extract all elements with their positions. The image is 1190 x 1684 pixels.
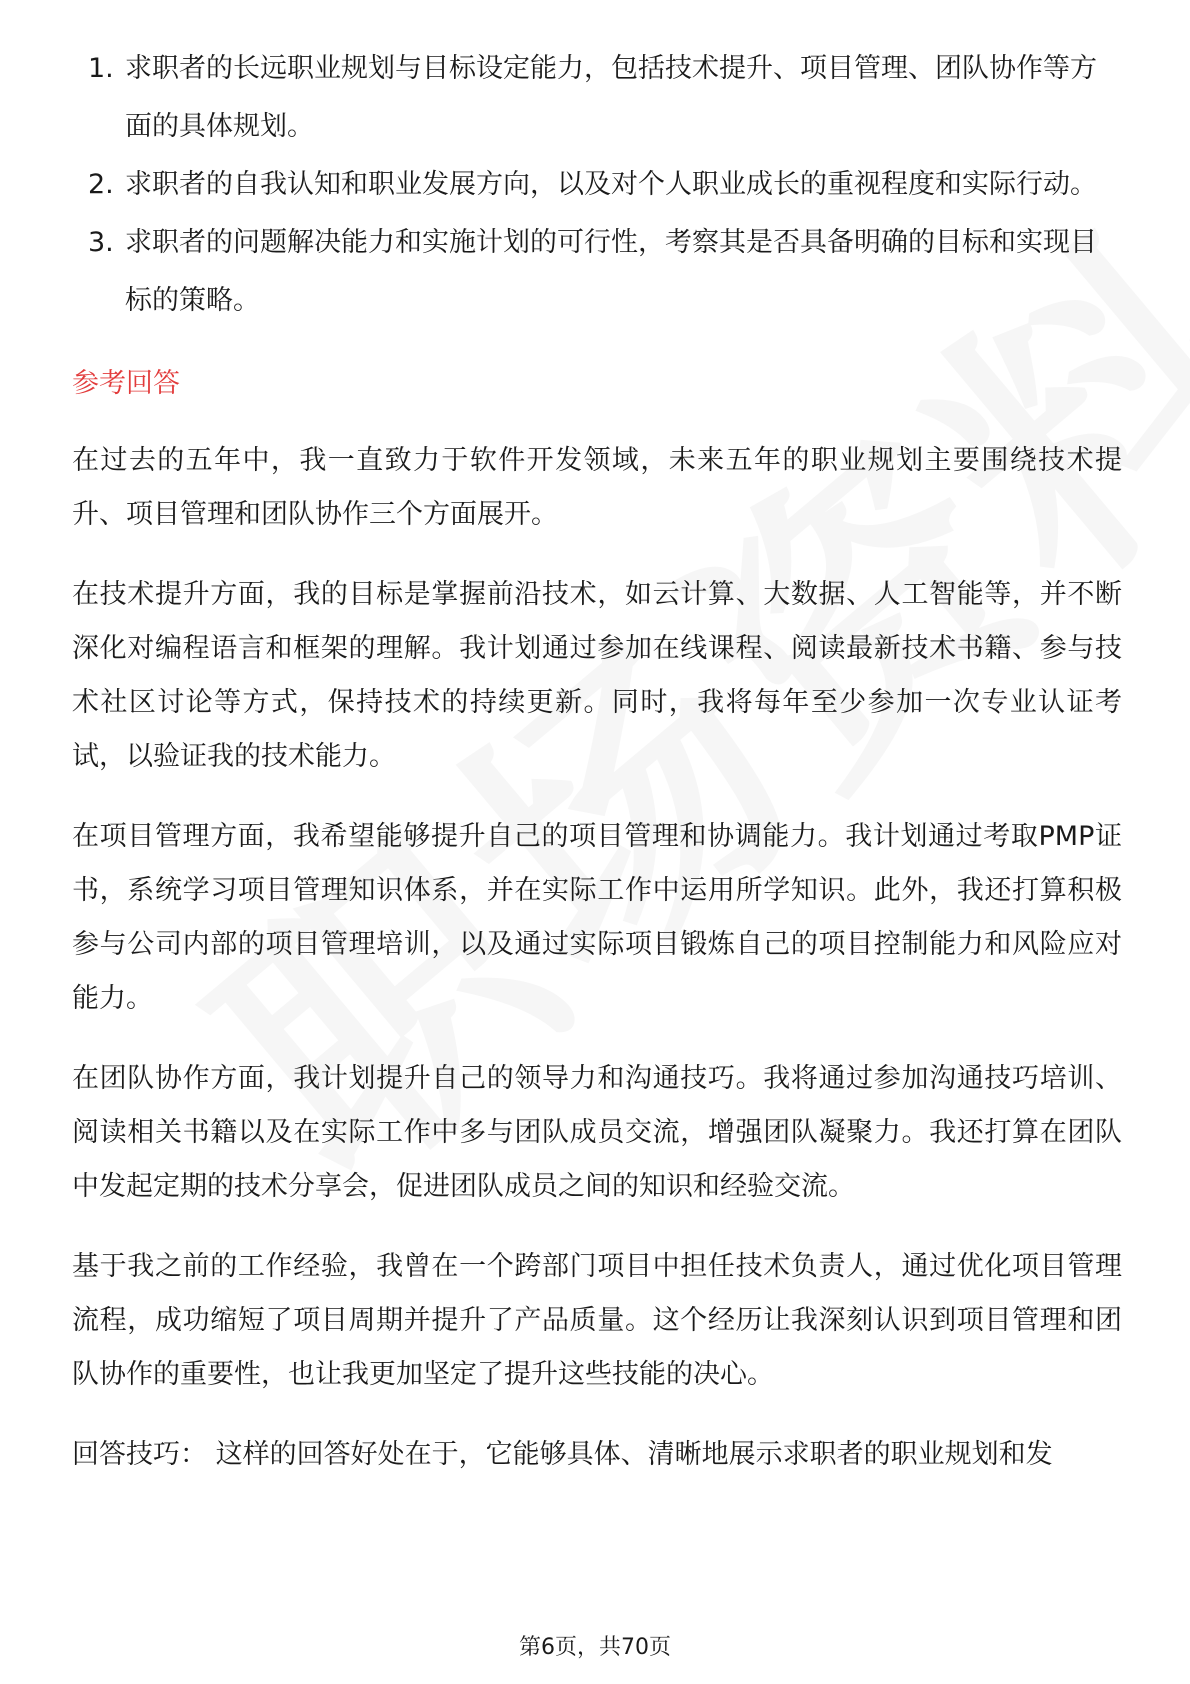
paragraph: 在过去的五年中，我一直致力于软件开发领域，未来五年的职业规划主要围绕技术提升、项目管理和团队协作三个方面展开。 bbox=[72, 445, 1122, 530]
list-item-text: 求职者的问题解决能力和实施计划的可行性，考察其是否具备明确的目标和实现目标的策略。 bbox=[125, 227, 1097, 316]
list-item bbox=[72, 214, 1122, 330]
list-item bbox=[72, 156, 1122, 214]
list-item-text: 求职者的长远职业规划与目标设定能力，包括技术提升、项目管理、团队协作等方面的具体规划。 bbox=[125, 53, 1097, 142]
list-item-number: 2. bbox=[88, 169, 114, 200]
page-number: 第6页，共70页 bbox=[519, 1635, 671, 1660]
paragraph: 在技术提升方面，我的目标是掌握前沿技术，如云计算、大数据、人工智能等，并不断深化对编程语言和框架的理解。我计划通过参加在线课程、阅读最新技术书籍、参与技术社区讨论等方式，保持技术的持续更新。同时，我将每年至少参加一次专业认证考试，以验证我的技术能力。 bbox=[72, 579, 1122, 772]
list-item bbox=[72, 40, 1122, 156]
answer-tips-paragraph: 回答技巧： 这样的回答好处在于，它能够具体、清晰地展示求职者的职业规划和发 bbox=[72, 1439, 1053, 1470]
paragraph: 在团队协作方面，我计划提升自己的领导力和沟通技巧。我将通过参加沟通技巧培训、阅读相关书籍以及在实际工作中多与团队成员交流，增强团队凝聚力。我还打算在团队中发起定期的技术分享会，促进团队成员之间的知识和经验交流。 bbox=[72, 1063, 1122, 1202]
paragraph: 在项目管理方面，我希望能够提升自己的项目管理和协调能力。我计划通过考取PMP证书，系统学习项目管理知识体系，并在实际工作中运用所学知识。此外，我还打算积极参与公司内部的项目管理培训，以及通过实际项目锻炼自己的项目控制能力和风险应对能力。 bbox=[72, 821, 1122, 1014]
list-item-number: 3. bbox=[88, 227, 114, 258]
section-heading: 参考回答 bbox=[72, 368, 180, 399]
document-body bbox=[72, 40, 1122, 1508]
list-item-number: 1. bbox=[88, 53, 114, 84]
paragraph: 基于我之前的工作经验，我曾在一个跨部门项目中担任技术负责人，通过优化项目管理流程，成功缩短了项目周期并提升了产品质量。这个经历让我深刻认识到项目管理和团队协作的重要性，也让我更加坚定了提升这些技能的决心。 bbox=[72, 1251, 1122, 1390]
criteria-list bbox=[72, 40, 1122, 330]
list-item-text: 求职者的自我认知和职业发展方向，以及对个人职业成长的重视程度和实际行动。 bbox=[125, 169, 1097, 200]
